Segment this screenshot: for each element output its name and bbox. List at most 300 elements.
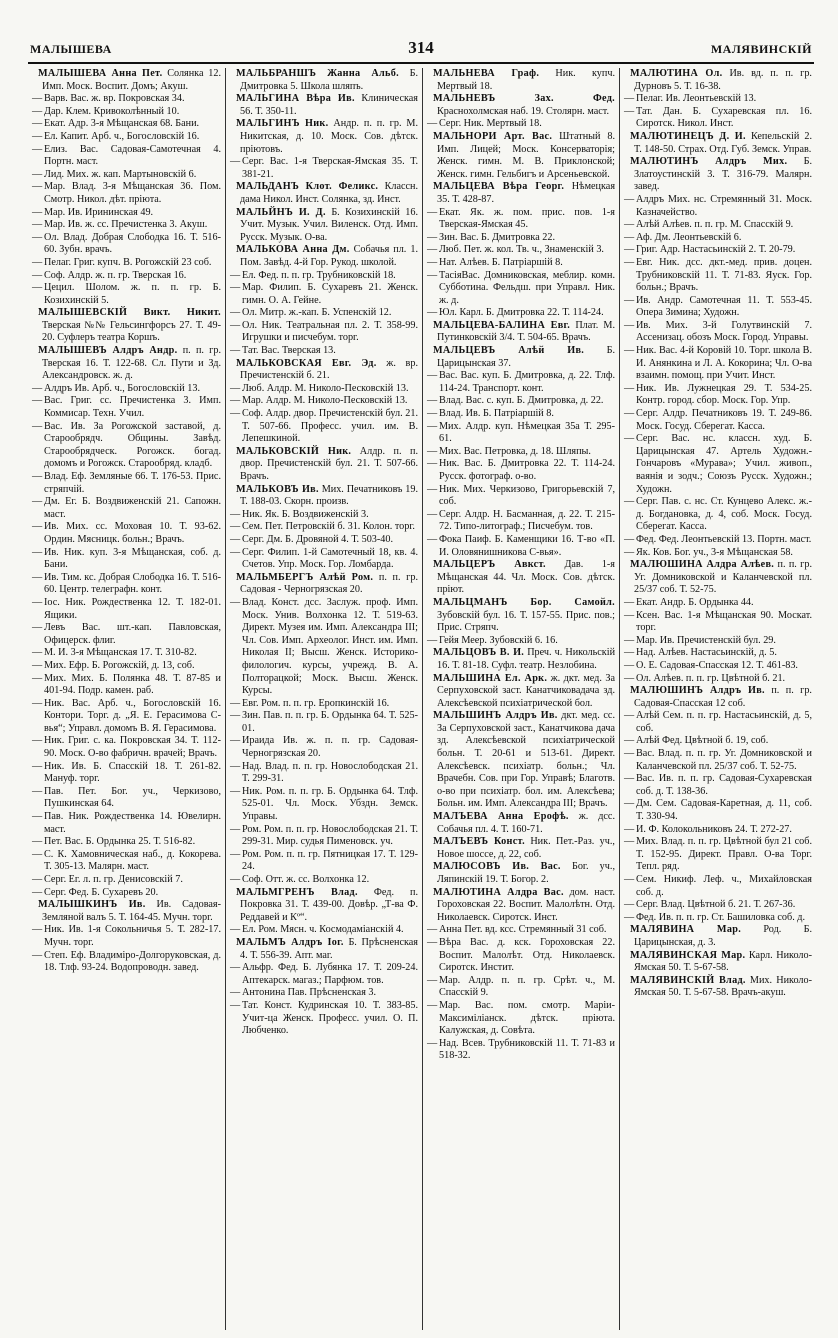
- entry-dash: —: [624, 546, 635, 558]
- entry-dash: —: [32, 282, 43, 294]
- entry-details: Степ. Еф. Владиміро-Долгоруковская, д. 18. Тлф. 93-24. Водопроводн. завед.: [44, 949, 221, 974]
- entry-details: Краснохолмская наб. 19. Столярн. маст.: [437, 105, 610, 117]
- entry-details: Ол. Ник. Театральная пл. 2. Т. 358-99. Игрушки и писчебум. торг.: [242, 319, 418, 344]
- directory-entry-heading: [427, 887, 615, 925]
- entry-dash: —: [624, 496, 635, 508]
- directory-entry: [32, 181, 221, 206]
- directory-entry-heading: [32, 899, 221, 924]
- entry-dash: —: [230, 269, 241, 281]
- column-1: [28, 68, 225, 1330]
- entry-details: Серг. Вас. 1-я Тверская-Ямская 35. Т. 381-21.: [242, 156, 418, 180]
- directory-entry: [230, 156, 418, 181]
- entry-details: Ник. Як. Б. Воздвиженскій 3.: [242, 508, 369, 520]
- directory-entry-heading: [230, 572, 418, 597]
- entry-dash: —: [32, 672, 43, 684]
- directory-entry: [624, 635, 812, 648]
- entry-details: Аф. Дм. Леонтьевскій 6.: [636, 231, 742, 243]
- entry-dash: —: [32, 382, 43, 394]
- entry-details: Мар. Ив. Ирининская 49.: [44, 206, 154, 218]
- directory-entry: [427, 509, 615, 534]
- directory-entry-heading: [230, 181, 418, 206]
- directory-entry-heading: [427, 320, 615, 345]
- directory-entry: [32, 496, 221, 521]
- entry-dash: —: [427, 1037, 438, 1049]
- entry-details: Ник. Ив. Б. Спасскій 18. Т. 261-82. Мануф. торг.: [44, 760, 221, 785]
- entry-dash: —: [32, 395, 43, 407]
- entry-dash: —: [624, 798, 635, 810]
- entry-dash: —: [624, 256, 635, 268]
- directory-entry: [427, 421, 615, 446]
- entry-details: Род. Б. Царицынская, д. 3.: [634, 924, 813, 948]
- entry-surname: МАЛЬЦЕВЪ Алѣй Ив.: [433, 345, 585, 357]
- entry-surname: МАЛЮТИНА Алдра Вас.: [433, 886, 564, 898]
- entry-details: Ник. Вас. 4-й Коровій 10. Торг. школа В. И. Анянкина и Л. А. Кокорина; Чл. О-ва взаимн. помощ. при Учит. Инст.: [636, 345, 812, 382]
- directory-entry-heading: [230, 937, 418, 962]
- entry-dash: —: [230, 533, 241, 545]
- entry-details: Вас. Влад. п. п. гр. Уг. Домниковской и Каланчевской пл. 25/37 соб. Т. 52-75.: [636, 748, 812, 772]
- directory-entry-heading: [32, 68, 221, 93]
- entry-details: Дм. Сем. Садовая-Каретная, д. 11, соб. Т. 330-94.: [636, 798, 812, 823]
- directory-entry: [230, 345, 418, 358]
- directory-entry-heading: [427, 861, 615, 886]
- entry-details: Фока Паиф. Б. Каменщики 16. Т-во «П. И. Оловянишникова С-вья».: [439, 533, 615, 558]
- entry-surname: МАЛЬЦОВЪ В. И.: [433, 647, 525, 659]
- entry-details: Ник. купч. Мертвый 18.: [437, 68, 615, 92]
- directory-entry: [32, 232, 221, 257]
- directory-entry-heading: [427, 710, 615, 811]
- entry-details: Як. Ков. Бог. уч., 3-я Мѣщанская 58.: [636, 546, 793, 558]
- entry-surname: МАЛЬЙНЪ И. Д.: [236, 206, 326, 218]
- entry-dash: —: [624, 382, 635, 394]
- entry-dash: —: [32, 571, 43, 583]
- entry-surname: МАЛЬШИНА Ел. Арк.: [433, 672, 548, 684]
- entry-details: Люб. Алдр. М. Николо-Песковскій 13.: [242, 382, 409, 394]
- entry-dash: —: [32, 735, 43, 747]
- entry-dash: —: [230, 408, 241, 420]
- entry-details: Тат. Дан. Б. Сухаревская пл. 16. Сиротск. Никол. Инст.: [636, 105, 812, 130]
- directory-entry: [230, 710, 418, 735]
- directory-entry: [624, 408, 812, 433]
- directory-entry: [427, 924, 615, 937]
- directory-entry: [427, 975, 615, 1000]
- entry-dash: —: [230, 924, 241, 936]
- directory-entry: [427, 937, 615, 975]
- entry-details: Влад. Ив. Б. Патріаршій 8.: [439, 408, 554, 420]
- entry-dash: —: [230, 962, 241, 974]
- entry-surname: МАЛЮШИНА Алдра Алѣев.: [630, 559, 775, 571]
- entry-details: Мих. Ефр. Б. Рогожскій, д. 13, соб.: [44, 659, 195, 671]
- directory-entry: [32, 395, 221, 420]
- directory-entry: [32, 282, 221, 307]
- entry-details: Антонина Пав. Прѣсненская 3.: [242, 987, 377, 999]
- entry-dash: —: [624, 244, 635, 256]
- entry-dash: —: [624, 634, 635, 646]
- entry-dash: —: [427, 420, 438, 432]
- entry-details: Клиническая 56. Т. 350-11.: [240, 93, 418, 117]
- directory-entry: [427, 1038, 615, 1063]
- entry-details: Ник. Ив. Лужнецкая 29. Т. 534-25. Контр. город. сбор. Моск. Гор. Упр.: [636, 382, 812, 407]
- directory-entry: [230, 534, 418, 547]
- entry-surname: МАЛЬДАНЪ Клот. Феликс.: [236, 181, 379, 193]
- directory-columns: [28, 68, 816, 1330]
- entry-details: Нат. Алѣев. Б. Патріаршій 8.: [439, 256, 563, 268]
- entry-dash: —: [427, 408, 438, 420]
- entry-details: Серг. Влад. Цвѣтной б. 21. Т. 267-36.: [636, 899, 796, 911]
- entry-dash: —: [32, 105, 43, 117]
- entry-details: Ол. Митр. ж.-кап. Б. Успенскій 12.: [242, 307, 392, 319]
- entry-details: Классн. дама Никол. Инст. Солянка, зд. Инст.: [240, 181, 419, 205]
- entry-details: Вас. Григ. сс. Пречистенка 3. Имп. Коммисар. Техн. Учил.: [44, 395, 221, 420]
- entry-dash: —: [624, 596, 635, 608]
- entry-dash: —: [32, 521, 43, 533]
- directory-entry: [32, 786, 221, 811]
- entry-dash: —: [32, 697, 43, 709]
- directory-entry: [624, 773, 812, 798]
- entry-details: Іос. Ник. Рождественка 12. Т. 182-01. Ящики.: [44, 596, 221, 621]
- directory-entry-heading: [230, 244, 418, 269]
- entry-details: Мих. Николо-Ямская 50. Т. 5-67-58. Врачъ-акуш.: [634, 974, 812, 999]
- directory-entry-heading: [624, 131, 812, 156]
- directory-entry: [427, 307, 615, 320]
- directory-entry: [230, 761, 418, 786]
- entry-dash: —: [32, 471, 43, 482]
- entry-details: М. И. 3-я Мѣщанская 17. Т. 310-82.: [44, 647, 197, 659]
- entry-details: Ив. Ник. куп. 3-я Мѣщанская, соб. д. Бани.: [44, 546, 221, 571]
- column-2: [225, 68, 422, 1330]
- entry-surname: МАЛЬКОВСКАЯ Евг. Эд.: [236, 357, 377, 369]
- directory-entry: [32, 660, 221, 673]
- entry-details: Ив. Андр. Самотечная 11. Т. 553-45. Опера Зимина; Художн.: [636, 294, 812, 319]
- directory-entry: [230, 698, 418, 711]
- entry-details: Сем. Пет. Петровскій б. 31. Колон. торг.: [242, 521, 415, 533]
- entry-details: Андр. п. п. гр. М. Никитская, д. 10. Моск. Сов. дѣтск. пріютовъ.: [240, 118, 418, 155]
- entry-dash: —: [230, 156, 241, 168]
- entry-details: Преч. ч. Никольскій 16. Т. 81-18. Суфл. театр. Незлобина.: [437, 647, 616, 671]
- entry-dash: —: [32, 496, 43, 508]
- entry-surname: МАЛЫШЕВСКІЙ Викт. Никит.: [38, 307, 221, 319]
- column-4: [619, 68, 816, 1330]
- entry-dash: —: [427, 231, 438, 243]
- entry-dash: —: [32, 93, 43, 105]
- entry-dash: —: [230, 282, 241, 294]
- entry-dash: —: [230, 785, 241, 797]
- entry-details: Варв. Вас. ж. вр. Покровская 34.: [44, 93, 185, 105]
- directory-entry: [32, 924, 221, 949]
- directory-entry: [427, 408, 615, 421]
- entry-details: Пелаг. Григ. купч. В. Рогожскій 23 соб.: [44, 256, 212, 268]
- entry-dash: —: [624, 433, 635, 445]
- entry-dash: —: [230, 848, 241, 860]
- entry-dash: —: [624, 911, 635, 923]
- entry-details: Лид. Мих. ж. кап. Мартыновскій 6.: [44, 168, 197, 180]
- running-head-left: МАЛЫШЕВА: [30, 42, 112, 56]
- directory-entry: [32, 106, 221, 119]
- directory-entry-heading: [624, 559, 812, 597]
- entry-details: Штатный 8. Имп. Лицей; Моск. Консерваторія; Женск. гимн. М. В. Приклонской; Женск. гимн. Гельбигъ и Арсеньевской.: [437, 130, 616, 180]
- entry-dash: —: [624, 710, 635, 722]
- entry-dash: —: [624, 735, 635, 747]
- entry-dash: —: [624, 823, 635, 835]
- directory-entry: [32, 144, 221, 169]
- entry-details: Ник. Пет.-Раз. уч., Новое шоссе, д. 22, соб.: [437, 836, 615, 860]
- entry-details: Альфр. Фед. Б. Лубянка 17. Т. 209-24. Аптекарск. магаз.; Парфюм. тов.: [242, 962, 418, 986]
- directory-entry-heading: [427, 345, 615, 370]
- directory-entry: [624, 383, 812, 408]
- entry-details: ж. дсс. Собачья пл. 4. Т. 160-71.: [437, 811, 615, 835]
- entry-surname: МАЛЬГИНА Вѣра Ив.: [236, 93, 355, 105]
- directory-entry-heading: [427, 647, 615, 672]
- entry-details: Вас. Ив. п. п. гр. Садовая-Сухаревская соб. д. Т. 138-36.: [636, 773, 812, 797]
- entry-dash: —: [230, 345, 241, 357]
- entry-details: Сем. Никиф. Леф. ч., Михайловская соб. д.: [636, 874, 812, 898]
- entry-dash: —: [624, 294, 635, 306]
- entry-details: Серг. Фед. Б. Сухаревъ 20.: [44, 886, 159, 898]
- entry-surname: МАЛЮШИНЪ Алдръ Ив.: [630, 685, 765, 697]
- directory-entry: [427, 635, 615, 648]
- entry-dash: —: [624, 836, 635, 848]
- entry-dash: —: [624, 105, 635, 117]
- entry-dash: —: [427, 974, 438, 986]
- entry-details: Влад. Конст. дсс. Заслуж. проф. Имп. Моск. Унив. Волхонка 12. Т. 519-63. Директ. Музея им. Имп. Александра III; Чл. Сов. Имп. Археолог. Инст. им. Имп. Николая II; Высш. Женск. Историко-филологич. курсы, учрежд. В. А. Полторацкой; Моск. Высш. Женск. Курсы.: [242, 596, 418, 697]
- entry-surname: МАЛЬМЪ Алдръ Іог.: [236, 936, 344, 948]
- entry-details: Влад. Вас. с. куп. Б. Дмитровка, д. 22.: [439, 395, 604, 407]
- entry-surname: МАЛЬНЕВЪ Зах. Фед.: [433, 93, 615, 105]
- directory-entry-heading: [427, 93, 615, 118]
- directory-entry: [32, 849, 221, 874]
- entry-details: Анна Пет. вд. ксс. Стремянный 31 соб.: [439, 924, 607, 936]
- entry-details: ж. вр. Пречистенскій б. 21.: [240, 357, 418, 382]
- entry-details: Ол. Алѣев. п. п. гр. Цвѣтной б. 21.: [636, 672, 786, 684]
- entry-details: Дар. Клем. Кривоколѣнный 10.: [44, 105, 180, 117]
- directory-entry-heading: [624, 156, 812, 194]
- entry-details: Ол. Влад. Добрая Слободка 16. Т. 516-60. Зубн. врачъ.: [44, 231, 221, 256]
- directory-entry: [32, 836, 221, 849]
- directory-entry-heading: [427, 68, 615, 93]
- entry-details: Алдръ Ив. Арб. ч., Богословскій 13.: [44, 382, 200, 394]
- entry-surname: МАЛЬМБЕРГЪ Алѣй Ром.: [236, 571, 374, 583]
- entry-dash: —: [624, 345, 635, 357]
- directory-entry: [624, 244, 812, 257]
- directory-entry-heading: [427, 181, 615, 206]
- entry-dash: —: [624, 899, 635, 911]
- entry-dash: —: [32, 168, 43, 180]
- directory-entry: [32, 471, 221, 496]
- entry-details: ТасіяВас. Домниковская, меблир. комн. Субботина. Фельдш. при Управл. Ник. ж. д.: [439, 269, 615, 306]
- entry-dash: —: [624, 408, 635, 420]
- entry-details: Солянка 12. Имп. Моск. Воспит. Домъ; Акуш.: [42, 68, 221, 92]
- directory-entry: [32, 257, 221, 270]
- entry-dash: —: [230, 319, 241, 331]
- entry-details: Серг. Пав. с. нс. Ст. Кунцево Алекс. ж.-д. Богдановка, д. 4, соб. Моск. Госуд. Сберегат. Касса.: [636, 496, 812, 533]
- directory-entry-heading: [624, 975, 812, 1000]
- entry-details: Ел. Фед. п. п. гр. Трубниковскій 18.: [242, 269, 396, 281]
- directory-entry: [32, 118, 221, 131]
- directory-entry-heading: [230, 446, 418, 484]
- directory-entry: [230, 307, 418, 320]
- directory-entry: [624, 710, 812, 735]
- entry-details: Соф. Алдр. ж. п. гр. Тверская 16.: [44, 269, 187, 281]
- directory-entry: [230, 282, 418, 307]
- directory-entry-heading: [32, 345, 221, 383]
- entry-dash: —: [32, 181, 43, 193]
- entry-details: дкт. мед. сс. За Серпуховской заст., Канатчикова дача зд. Алексѣевской психіатрической больн. Т. 20-61 и 513-61. Директ. Алексѣевск. психіатр. больн.; Чл. Врачебн. Сов. при Гор. Управѣ; Благотв. о-во при психіатр. бол. им. Алексѣева; Больн. им. Имп. Александра III; Врачъ.: [437, 710, 615, 810]
- entry-details: Алѣй Фед. Цвѣтной б. 19, соб.: [636, 735, 769, 747]
- entry-surname: МАЛЮСОВЪ Ив. Вас.: [433, 861, 561, 873]
- entry-dash: —: [32, 848, 43, 860]
- entry-dash: —: [427, 370, 438, 382]
- directory-entry: [624, 647, 812, 660]
- entry-details: Левъ Вас. шт.-кап. Павловская, Офицерск. флиг.: [44, 622, 221, 646]
- entry-details: п. п. гр. Уг. Домниковской и Каланчевской пл. 25/37 соб. Т. 52-75.: [634, 559, 812, 596]
- directory-entry: [32, 131, 221, 144]
- entry-surname: МАЛЫШЕВЪ Алдръ Андр.: [38, 345, 178, 357]
- directory-entry-heading: [230, 358, 418, 383]
- entry-details: Мих. Влад. п. п. гр. Цвѣтной бул 21 соб. Т. 152-95. Директ. Правл. О-ва Торг. Тепл. ряд.: [636, 836, 812, 873]
- entry-details: Серг. Ник. Мертвый 18.: [439, 118, 542, 130]
- entry-details: Серг. Дм. Б. Дровяной 4. Т. 503-40.: [242, 533, 394, 545]
- entry-dash: —: [427, 445, 438, 457]
- entry-dash: —: [32, 622, 43, 634]
- entry-dash: —: [32, 130, 43, 142]
- entry-dash: —: [230, 508, 241, 520]
- directory-entry: [427, 395, 615, 408]
- directory-entry: [32, 597, 221, 622]
- entry-details: Мих. Печатниковъ 19. Т. 188-03. Скорн. произв.: [240, 483, 418, 508]
- entry-surname: МАЛЬГИНЪ Ник.: [236, 118, 329, 130]
- entry-dash: —: [427, 395, 438, 407]
- entry-details: Б. Царицынская 37.: [437, 345, 615, 369]
- running-head-right: МАЛЯВИНСКІЙ: [710, 42, 812, 56]
- entry-dash: —: [32, 785, 43, 797]
- entry-details: Пелаг. Ив. Леонтьевскій 13.: [636, 93, 757, 105]
- directory-entry: [230, 849, 418, 874]
- entry-details: Влад. Еф. Земляные 66. Т. 176-53. Прис. стряпчій.: [44, 471, 221, 495]
- directory-entry: [427, 370, 615, 395]
- directory-entry: [624, 345, 812, 383]
- entry-details: Серг. Вас. нс. классн. худ. Б. Царицынская 47. Артель Художн.-Гончаровъ «Мурава»; Учил. живоп., ваянія и зодч.; Союзъ Русск. Художн.; Художн.: [636, 433, 812, 495]
- entry-surname: МАЛЮТИНЪ Алдръ Мих.: [630, 156, 788, 168]
- entry-dash: —: [32, 256, 43, 268]
- entry-details: п. п. гр. Тверская 16. Т. 122-68. Сл. Пути и Зд. Александровск. ж. д.: [42, 345, 221, 382]
- entry-surname: МАЛЬНОРИ Арт. Вас.: [433, 130, 553, 142]
- directory-entry-heading: [427, 673, 615, 711]
- directory-entry: [624, 836, 812, 874]
- entry-details: Тверская №№ Гельсингфорсъ 27. Т. 49-20. Суфлеръ театра Коршъ.: [42, 319, 221, 344]
- entry-details: Зин. Вас. Б. Дмитровка 22.: [439, 231, 555, 243]
- directory-entry: [624, 534, 812, 547]
- entry-dash: —: [624, 874, 635, 885]
- entry-dash: —: [230, 395, 241, 407]
- entry-details: Ив. Тим. кс. Добрая Слободка 16. Т. 516-60. Центр. телеграфн. конт.: [44, 571, 221, 596]
- entry-dash: —: [32, 811, 43, 823]
- directory-entry: [624, 257, 812, 295]
- entry-dash: —: [427, 508, 438, 520]
- entry-dash: —: [624, 773, 635, 785]
- entry-details: Мар. Ив. Пречистенскій бул. 29.: [636, 634, 776, 646]
- entry-details: Мар. Алдр. М. Николо-Песковскій 13.: [242, 395, 408, 407]
- entry-details: п. п. гр. Садовая-Спасская 12 соб.: [634, 685, 812, 709]
- directory-entry: [32, 207, 221, 220]
- entry-details: Екат. Як. ж. пом. прис. пов. 1-я Тверская-Ямская 45.: [439, 206, 615, 231]
- directory-entry: [32, 811, 221, 836]
- entry-details: Екат. Андр. Б. Ордынка 44.: [636, 596, 754, 608]
- directory-entry: [427, 458, 615, 483]
- directory-entry: [32, 698, 221, 736]
- entry-details: Зин. Пав. п. п. гр. Б. Ордынка 64. Т. 525-01.: [242, 710, 418, 734]
- directory-entry: [427, 118, 615, 131]
- directory-entry: [230, 1000, 418, 1038]
- entry-dash: —: [624, 609, 635, 621]
- directory-entry-heading: [624, 68, 812, 93]
- entry-dash: —: [624, 231, 635, 243]
- entry-details: Ел. Капит. Арб. ч., Богословскій 16.: [44, 130, 200, 142]
- directory-entry: [624, 597, 812, 610]
- directory-entry: [230, 786, 418, 824]
- entry-details: Фед. Ив. п. п. гр. Ст. Башиловка соб. д.: [636, 911, 806, 923]
- entry-details: Вас. Ив. За Рогожской заставой, д. Старообрядч. Общины. Завѣд. Старообрядческ. Рогожск. богад. домомъ и Рогожск. Старообряд. кладб.: [44, 420, 221, 470]
- entry-dash: —: [230, 521, 241, 533]
- directory-entry: [624, 660, 812, 673]
- directory-entry: [427, 484, 615, 509]
- directory-entry-heading: [230, 887, 418, 925]
- directory-entry-heading: [230, 207, 418, 245]
- entry-surname: МАЛЬМГРЕНЪ Влад.: [236, 886, 358, 898]
- entry-dash: —: [32, 546, 43, 558]
- directory-entry: [230, 395, 418, 408]
- directory-entry-heading: [230, 93, 418, 118]
- directory-entry: [230, 987, 418, 1000]
- entry-details: Бог. уч., Ляпинскій 19. Т. Богор. 2.: [437, 861, 615, 885]
- entry-dash: —: [624, 219, 635, 231]
- entry-details: Ник. Ром. п. п. гр. Б. Ордынка 64. Тлф. 525-01. Чл. Моск. Убздн. Земск. Управы.: [242, 785, 418, 823]
- directory-entry: [624, 219, 812, 232]
- entry-details: С. К. Хамовническая наб., д. Кокорева. Т. 305-13. Малярн. маст.: [44, 848, 221, 873]
- entry-surname: МАЛЬБРАНШЪ Жанна Альб.: [236, 68, 399, 79]
- directory-entry-heading: [230, 118, 418, 156]
- directory-entry: [230, 383, 418, 396]
- entry-dash: —: [230, 697, 241, 709]
- entry-details: Мих. Мих. Б. Полянка 48. Т. 87-85 и 401-94. Подр. камен. раб.: [44, 672, 221, 697]
- entry-details: Фед. п. Покровка 31. Т. 439-00. Довѣр. „Т-ва Ф. Реддавей и Кº“.: [240, 886, 418, 923]
- entry-details: Гейя Меер. Зубовскій 6. 16.: [439, 634, 558, 646]
- entry-dash: —: [32, 118, 43, 130]
- entry-details: Ник. Ив. 1-я Сокольничья 5. Т. 282-17. Мучн. торг.: [44, 924, 221, 948]
- entry-details: Серг. Алдр. Н. Басманная, д. 22. Т. 215-72. Типо-литограф.; Писчебум. тов.: [439, 508, 615, 533]
- entry-dash: —: [427, 206, 438, 218]
- entry-dash: —: [624, 533, 635, 545]
- entry-details: Мар. Вас. пом. смотр. Маріи-Максиміліанск. дѣтск. пріюта. Калужская, д. Совѣта.: [439, 999, 615, 1037]
- entry-dash: —: [230, 307, 241, 319]
- directory-entry: [32, 673, 221, 698]
- entry-dash: —: [624, 193, 635, 205]
- entry-details: Мар. Алдр. п. п. гр. Срѣт. ч., М. Спасскій 9.: [439, 974, 615, 999]
- entry-details: Ром. Ром. п. п. гр. Пятницкая 17. Т. 129-24.: [242, 848, 418, 873]
- entry-surname: МАЛЬЦЕВА Вѣра Георг.: [433, 181, 565, 193]
- entry-dash: —: [427, 307, 438, 319]
- entry-details: Ив. Садовая-Земляной валъ 5. Т. 164-45. Мучн. торг.: [42, 899, 221, 923]
- entry-surname: МАЛЬЦЕВА-БАЛИНА Евг.: [433, 319, 571, 331]
- entry-details: Плат. М. Путинковскій 3/4. Т. 504-65. Врачъ.: [437, 319, 615, 344]
- entry-details: Ник. Вас. Б. Дмитровка 22. Т. 114-24. Русск. фотограф. о-во.: [439, 458, 615, 482]
- entry-details: Соф. Отт. ж. сс. Волхонка 12.: [242, 874, 370, 885]
- entry-dash: —: [427, 634, 438, 646]
- entry-dash: —: [427, 936, 438, 948]
- entry-details: Мар. Влад. 3-я Мѣщанская 36. Пом. Смотр. Никол. дѣт. пріюта.: [44, 181, 221, 205]
- column-3: [422, 68, 619, 1330]
- directory-entry-heading: [427, 811, 615, 836]
- entry-dash: —: [624, 319, 635, 331]
- directory-entry-heading: [32, 307, 221, 345]
